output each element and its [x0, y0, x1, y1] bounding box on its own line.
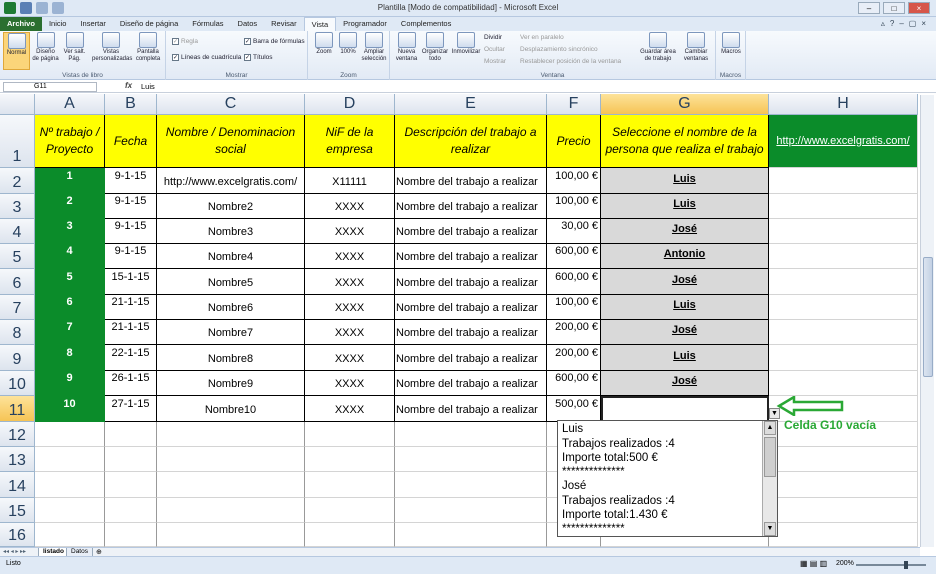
scroll-down-icon[interactable]: ▼ [764, 522, 776, 536]
description-cell[interactable]: Nombre del trabajo a realizar [395, 371, 547, 396]
empty-cell[interactable] [769, 447, 918, 472]
empty-cell[interactable] [157, 447, 305, 472]
row-header-4[interactable]: 4 [0, 219, 35, 244]
row-header-5[interactable]: 5 [0, 244, 35, 269]
empty-cell[interactable] [395, 523, 547, 547]
zoom-slider-thumb[interactable] [904, 561, 908, 569]
dropdown-line: Trabajos realizados :4 [562, 495, 675, 507]
nif-cell[interactable]: XXXX [305, 244, 395, 269]
tab-vista[interactable]: Vista [304, 17, 337, 31]
zoom-selection-button[interactable]: Ampliar selección [359, 32, 389, 63]
zoom-button[interactable]: Zoom [312, 32, 336, 56]
headings-checkbox[interactable]: ✓ Títulos [245, 54, 273, 61]
reset-position-button[interactable]: Restablecer posición de la ventana [520, 58, 622, 65]
empty-cell[interactable] [157, 422, 305, 447]
tab-programador[interactable]: Programador [343, 19, 387, 28]
formula-bar-checkbox[interactable]: ✓ Barra de fórmulas [245, 38, 305, 45]
person-select-cell[interactable]: Luis [601, 194, 769, 219]
job-number: 8 [35, 345, 105, 371]
description-cell[interactable]: Nombre del trabajo a realizar [395, 269, 547, 295]
empty-cell[interactable] [105, 422, 157, 447]
empty-cell[interactable] [769, 523, 918, 547]
empty-cell[interactable] [105, 523, 157, 547]
description-cell[interactable]: Nombre del trabajo a realizar [395, 396, 547, 422]
empty-cell[interactable] [395, 498, 547, 523]
empty-cell[interactable] [769, 498, 918, 523]
price-cell[interactable]: 30,00 € [547, 219, 601, 244]
nif-cell[interactable]: X11111 [305, 168, 395, 194]
full-screen-button[interactable]: Pantalla completa [132, 32, 164, 63]
empty-cell[interactable] [769, 295, 918, 320]
nif-cell[interactable]: XXXX [305, 219, 395, 244]
job-number: 2 [35, 194, 105, 219]
tab-revisar[interactable]: Revisar [271, 19, 297, 28]
annotation-label: Celda G10 vacía [784, 418, 877, 432]
column-header-a[interactable]: A [35, 94, 105, 115]
switch-windows-button[interactable]: Cambiar ventanas [678, 32, 714, 63]
job-number: 4 [35, 244, 105, 269]
vertical-scrollbar[interactable] [920, 95, 934, 547]
green-arrow-icon [776, 396, 846, 416]
macros-button[interactable]: Macros [719, 32, 743, 56]
empty-cell[interactable] [395, 422, 547, 447]
status-text: Listo [6, 560, 21, 567]
group-label: Ventana [540, 72, 565, 79]
header-f: Precio [547, 115, 601, 168]
empty-cell[interactable] [105, 447, 157, 472]
price-cell[interactable]: 100,00 € [547, 194, 601, 219]
job-number: 1 [35, 168, 105, 194]
tab-insertar[interactable]: Insertar [80, 19, 106, 28]
select-all-corner[interactable] [0, 94, 35, 115]
row-header-3[interactable]: 3 [0, 194, 35, 219]
fx-icon[interactable]: fx [125, 81, 133, 90]
description-cell[interactable]: Nombre del trabajo a realizar [395, 219, 547, 244]
row-header-7[interactable]: 7 [0, 295, 35, 320]
empty-cell[interactable] [157, 498, 305, 523]
empty-cell[interactable] [305, 523, 395, 547]
column-header-f[interactable]: F [547, 94, 601, 115]
row-header-10[interactable]: 10 [0, 371, 35, 396]
description-cell[interactable]: Nombre del trabajo a realizar [395, 194, 547, 219]
date-cell[interactable]: 9-1-15 [105, 168, 157, 194]
close-button[interactable]: × [908, 2, 930, 14]
unhide-button[interactable]: Mostrar [484, 58, 507, 65]
empty-cell[interactable] [35, 523, 105, 547]
name-box[interactable]: G11 [3, 82, 97, 92]
dropdown-line: ************** [562, 523, 625, 535]
empty-cell[interactable] [157, 472, 305, 498]
empty-cell[interactable] [769, 269, 918, 295]
save-workspace-button[interactable]: Guardar área de trabajo [640, 32, 676, 63]
job-number: 7 [35, 320, 105, 345]
nif-cell[interactable]: XXXX [305, 194, 395, 219]
dropdown-line: ************** [562, 466, 625, 478]
row-header-9[interactable]: 9 [0, 345, 35, 371]
price-cell[interactable]: 600,00 € [547, 269, 601, 295]
empty-cell[interactable] [305, 422, 395, 447]
empty-cell[interactable] [395, 472, 547, 498]
name-cell[interactable]: Nombre3 [157, 219, 305, 244]
row-header-11[interactable]: 11 [0, 396, 35, 422]
date-cell[interactable]: 9-1-15 [105, 219, 157, 244]
price-cell[interactable]: 100,00 € [547, 168, 601, 194]
person-select-cell[interactable]: Luis [601, 345, 769, 371]
name-cell[interactable]: Nombre5 [157, 269, 305, 295]
empty-cell[interactable] [769, 194, 918, 219]
dropdown-line: José [562, 480, 587, 492]
sheet-tabs-bar [0, 547, 920, 556]
person-select-cell[interactable]: José [601, 219, 769, 244]
empty-cell[interactable] [769, 320, 918, 345]
person-select-cell[interactable]: Antonio [601, 244, 769, 269]
row-header-8[interactable]: 8 [0, 320, 35, 345]
empty-cell[interactable] [769, 168, 918, 194]
empty-cell[interactable] [769, 472, 918, 498]
empty-cell[interactable] [305, 498, 395, 523]
status-bar [0, 556, 936, 574]
person-select-cell[interactable]: José [601, 320, 769, 345]
side-by-side-button[interactable]: Ver en paralelo [520, 34, 564, 41]
empty-cell[interactable] [35, 422, 105, 447]
empty-cell[interactable] [769, 371, 918, 396]
person-select-cell[interactable]: Luis [601, 295, 769, 320]
header-d: NiF de la empresa [305, 115, 395, 168]
header-c: Nombre / Denominacion social [157, 115, 305, 168]
page-layout-button[interactable]: Diseño de página [32, 32, 59, 63]
minimize-ribbon-icon[interactable]: ▵ [880, 19, 885, 28]
name-cell[interactable]: Nombre4 [157, 244, 305, 269]
column-header-b[interactable]: B [105, 94, 157, 115]
row-header-6[interactable]: 6 [0, 269, 35, 295]
page-break-button[interactable]: Ver salt. Pág. [61, 32, 88, 63]
column-header-c[interactable]: C [157, 94, 305, 115]
name-cell[interactable]: Nombre6 [157, 295, 305, 320]
nif-cell[interactable]: XXXX [305, 396, 395, 422]
nif-cell[interactable]: XXXX [305, 371, 395, 396]
job-number: 10 [35, 396, 105, 422]
person-select-cell[interactable]: José [601, 371, 769, 396]
group-label: Zoom [340, 72, 357, 79]
dropdown-arrow-icon[interactable]: ▼ [769, 408, 780, 419]
tab-archivo[interactable]: Archivo [0, 17, 42, 31]
empty-cell[interactable] [769, 244, 918, 269]
group-label: Vistas de libro [62, 72, 103, 79]
group-label: Mostrar [225, 72, 248, 79]
sheet-tab-datos[interactable]: Datos [66, 548, 93, 557]
row-header-2[interactable]: 2 [0, 168, 35, 194]
zoom-level: 200% [836, 560, 854, 567]
description-cell[interactable]: Nombre del trabajo a realizar [395, 320, 547, 345]
date-cell[interactable]: 22-1-15 [105, 345, 157, 371]
formula-input[interactable]: Luis [141, 82, 155, 91]
window-restore-icon[interactable]: ▢ [908, 19, 917, 28]
empty-cell[interactable] [105, 498, 157, 523]
nif-cell[interactable]: XXXX [305, 320, 395, 345]
name-cell[interactable]: Nombre2 [157, 194, 305, 219]
name-cell[interactable]: http://www.excelgratis.com/ [157, 168, 305, 194]
name-cell[interactable]: Nombre10 [157, 396, 305, 422]
help-icon[interactable]: ? [889, 19, 895, 28]
gridlines-checkbox[interactable]: ✓ Líneas de cuadrícula [173, 54, 242, 61]
nif-cell[interactable]: XXXX [305, 345, 395, 371]
tab-dise-o-de-p-gina[interactable]: Diseño de página [119, 19, 179, 28]
empty-cell[interactable] [105, 472, 157, 498]
sheet-tab-listado[interactable]: listado [38, 548, 69, 557]
row-header-14[interactable]: 14 [0, 472, 35, 498]
column-header-h[interactable]: H [769, 94, 918, 115]
empty-cell[interactable] [305, 472, 395, 498]
empty-cell[interactable] [769, 219, 918, 244]
empty-cell[interactable] [769, 345, 918, 371]
date-cell[interactable]: 27-1-15 [105, 396, 157, 422]
price-cell[interactable]: 600,00 € [547, 371, 601, 396]
dropdown-scroll-thumb[interactable] [764, 437, 776, 477]
sheet-nav-icon[interactable]: ◂◂ ◂ ▸ ▸▸ [3, 549, 27, 555]
tab-complementos[interactable]: Complementos [400, 19, 452, 28]
empty-cell[interactable] [35, 498, 105, 523]
arrange-all-button[interactable]: Organizar todo [421, 32, 449, 63]
job-number: 6 [35, 295, 105, 320]
date-cell[interactable]: 15-1-15 [105, 269, 157, 295]
row-header-15[interactable]: 15 [0, 498, 35, 523]
column-header-e[interactable]: E [395, 94, 547, 115]
new-sheet-icon[interactable]: ⊕ [96, 549, 102, 556]
freeze-panes-button[interactable]: Inmovilizar [450, 32, 482, 56]
window-minimize-icon[interactable]: – [899, 19, 904, 28]
empty-cell[interactable] [157, 523, 305, 547]
price-cell[interactable]: 100,00 € [547, 295, 601, 320]
price-cell[interactable]: 200,00 € [547, 345, 601, 371]
date-cell[interactable]: 9-1-15 [105, 244, 157, 269]
column-header-g[interactable]: G [601, 94, 769, 115]
empty-cell[interactable] [395, 447, 547, 472]
scroll-up-icon[interactable]: ▲ [764, 421, 776, 435]
row-header-1[interactable]: 1 [0, 115, 35, 168]
tab-f-rmulas[interactable]: Fórmulas [192, 19, 224, 28]
person-select-cell[interactable]: Luis [601, 168, 769, 194]
name-cell[interactable]: Nombre7 [157, 320, 305, 345]
tab-inicio[interactable]: Inicio [48, 19, 67, 28]
nif-cell[interactable]: XXXX [305, 269, 395, 295]
empty-cell[interactable] [305, 447, 395, 472]
column-header-d[interactable]: D [305, 94, 395, 115]
price-cell[interactable]: 500,00 € [547, 396, 601, 422]
header-a: Nº trabajo / Proyecto [35, 115, 105, 168]
header-b: Fecha [105, 115, 157, 168]
dropdown-line: Trabajos realizados :4 [562, 438, 675, 450]
new-window-button[interactable]: Nueva ventana [393, 32, 420, 63]
hide-button[interactable]: Ocultar [484, 46, 505, 53]
date-cell[interactable]: 21-1-15 [105, 320, 157, 345]
dropdown-line: Importe total:500 € [562, 452, 658, 464]
job-number: 3 [35, 219, 105, 244]
zoom-100-button[interactable]: 100% [337, 32, 359, 56]
window-close-icon[interactable]: × [921, 19, 926, 28]
zoom-slider[interactable] [856, 564, 926, 566]
window-title: Plantilla [Modo de compatibilidad] - Microsoft Excel [377, 3, 559, 12]
header-g: Seleccione el nombre de la persona que realiza el trabajo [601, 115, 769, 168]
nif-cell[interactable]: XXXX [305, 295, 395, 320]
split-button[interactable]: Dividir [484, 34, 503, 41]
custom-views-button[interactable]: Vistas personalizadas [92, 32, 130, 63]
date-cell[interactable]: 21-1-15 [105, 295, 157, 320]
group-label: Macros [719, 72, 742, 79]
price-cell[interactable]: 200,00 € [547, 320, 601, 345]
view-buttons-icon[interactable]: ▦ ▤ ▥ [800, 559, 828, 568]
description-cell[interactable]: Nombre del trabajo a realizar [395, 295, 547, 320]
date-cell[interactable]: 9-1-15 [105, 194, 157, 219]
header-e: Descripción del trabajo a realizar [395, 115, 547, 168]
dropdown-line: Luis [562, 423, 584, 435]
tab-datos[interactable]: Datos [237, 19, 258, 28]
maximize-button[interactable]: □ [883, 2, 905, 14]
ruler-checkbox[interactable]: ✓ Regla [173, 38, 198, 45]
name-cell[interactable]: Nombre8 [157, 345, 305, 371]
row-header-16[interactable]: 16 [0, 523, 35, 547]
job-number: 9 [35, 371, 105, 396]
date-cell[interactable]: 26-1-15 [105, 371, 157, 396]
minimize-button[interactable]: – [858, 2, 880, 14]
price-cell[interactable]: 600,00 € [547, 244, 601, 269]
description-cell[interactable]: Nombre del trabajo a realizar [395, 244, 547, 269]
normal-view-button[interactable]: Normal [3, 32, 30, 70]
dropdown-scrollbar[interactable] [762, 421, 777, 536]
row-header-12[interactable]: 12 [0, 422, 35, 447]
name-cell[interactable]: Nombre9 [157, 371, 305, 396]
website-link[interactable]: http://www.excelgratis.com/ [769, 115, 918, 168]
empty-cell[interactable] [35, 447, 105, 472]
description-cell[interactable]: Nombre del trabajo a realizar [395, 168, 547, 194]
job-number: 5 [35, 269, 105, 295]
person-select-cell[interactable] [601, 396, 769, 422]
person-select-cell[interactable]: José [601, 269, 769, 295]
dropdown-line: Importe total:1.430 € [562, 509, 668, 521]
description-cell[interactable]: Nombre del trabajo a realizar [395, 345, 547, 371]
validation-dropdown[interactable] [557, 420, 778, 537]
row-header-13[interactable]: 13 [0, 447, 35, 472]
scroll-thumb[interactable] [923, 257, 933, 377]
empty-cell[interactable] [35, 472, 105, 498]
sync-scroll-button[interactable]: Desplazamiento sincrónico [520, 46, 598, 53]
